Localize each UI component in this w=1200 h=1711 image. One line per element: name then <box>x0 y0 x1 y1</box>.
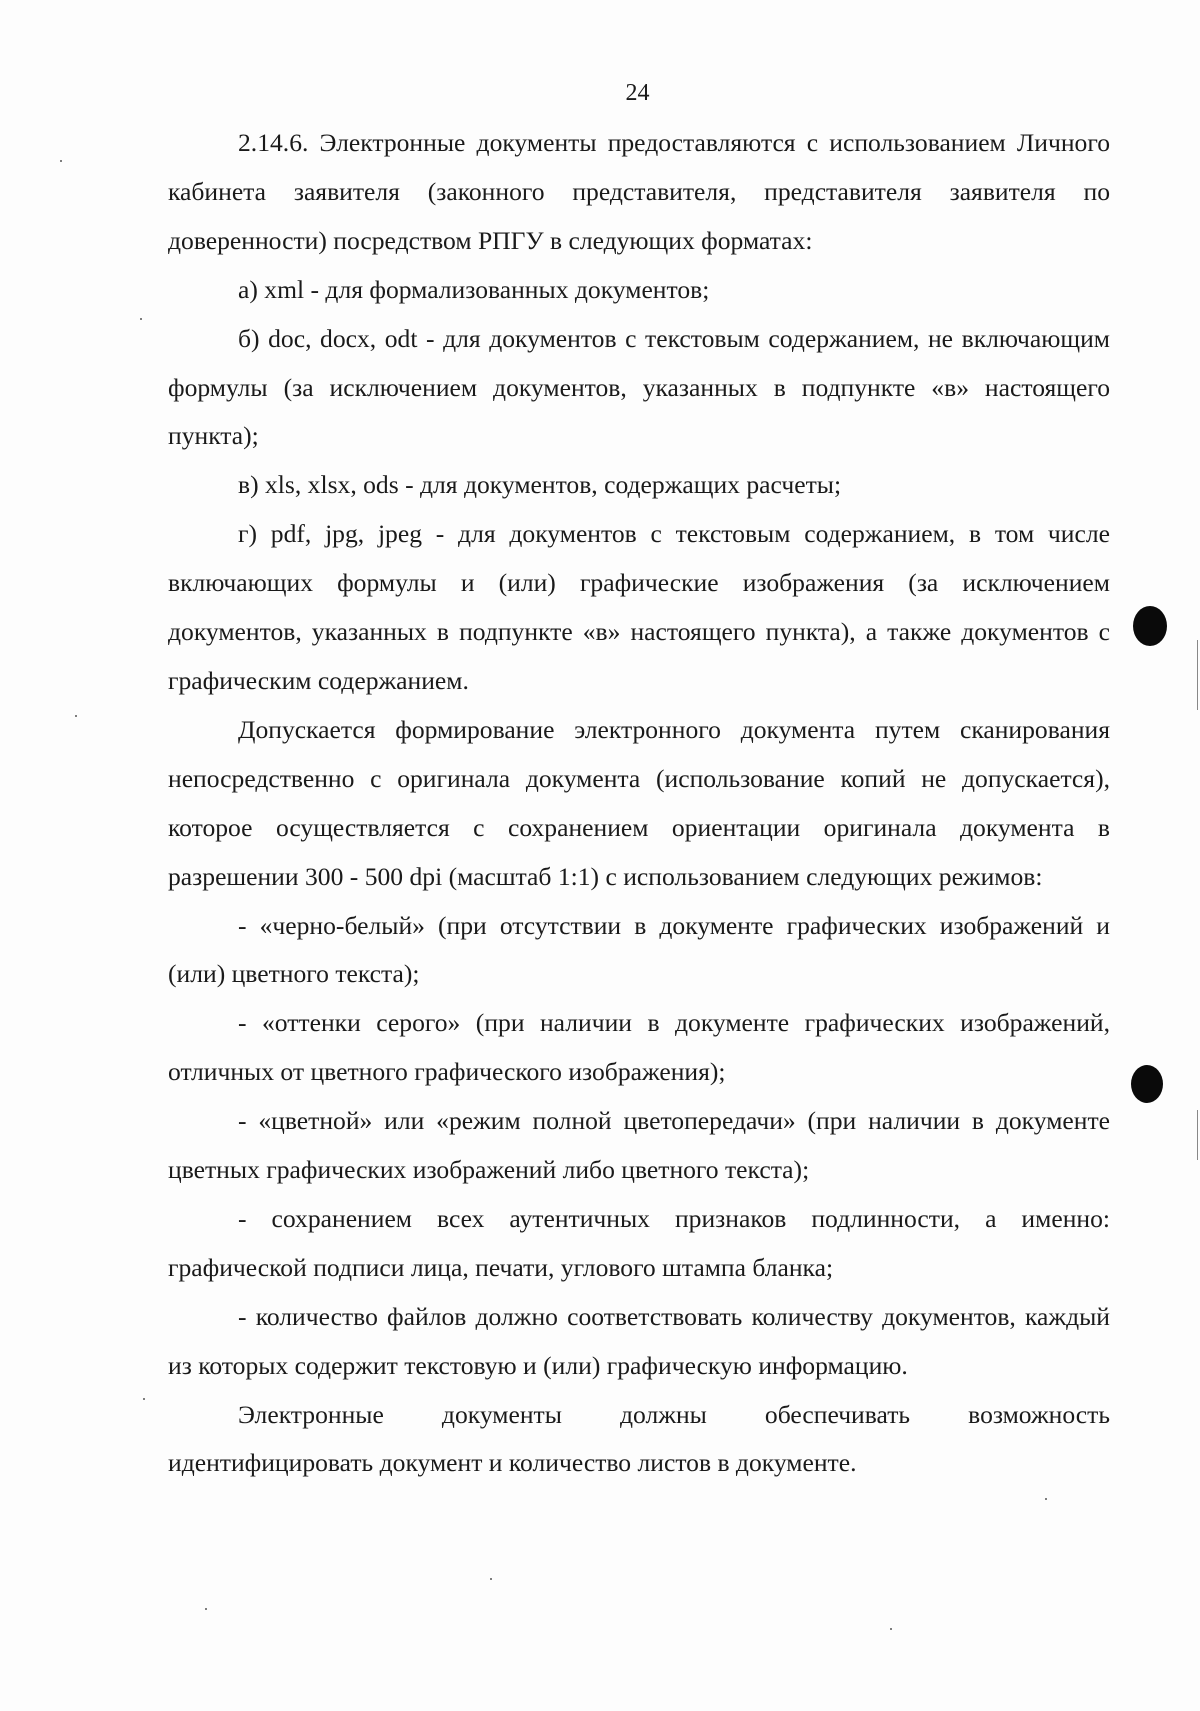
scan-punch-hole-mark <box>1133 606 1167 646</box>
scan-speck <box>143 1398 145 1400</box>
scan-punch-hole-mark <box>1131 1065 1163 1103</box>
format-item-v: в) xls, xlsx, ods - для документов, содержащих расчеты; <box>238 470 842 500</box>
format-item-b: б) doc, docx, odt - для документов с текстовым содержанием, не включающим формулы (за исключением документов, указанных в подпункте «в» настоящего пункта); <box>168 323 1110 451</box>
scan-edge-mark <box>1197 1110 1198 1160</box>
closing-paragraph: Электронные документы должны обеспечивать возможность идентифицировать документ и количество листов в документе. <box>168 1399 1110 1478</box>
scan-speck <box>75 715 77 717</box>
authenticity-item: - сохранением всех аутентичных признаков подлинности, а именно: графической подписи лица, печати, углового штампа бланка; <box>168 1203 1110 1282</box>
scan-speck <box>1045 1498 1047 1500</box>
paragraph-2-14-6: 2.14.6. Электронные документы предоставляются с использованием Личного кабинета заявителя (законного представителя, представителя заявителя по доверенности) посредством РПГУ в следующих форматах: <box>168 128 1110 255</box>
scan-speck <box>890 1628 892 1630</box>
scan-speck <box>205 1608 207 1610</box>
mode-color: - «цветной» или «режим полной цветопередачи» (при наличии в документе цветных графических изображений либо цветного текста); <box>168 1106 1110 1185</box>
file-count-item: - количество файлов должно соответствовать количеству документов, каждый из которых содержит текстовую и (или) графическую информацию. <box>168 1301 1110 1380</box>
scan-speck <box>140 318 142 320</box>
document-body <box>168 119 1110 1488</box>
format-item-g: г) pdf, jpg, jpeg - для документов с текстовым содержанием, в том числе включающих формулы и (или) графические изображения (за исключением документов, указанных в подпункте «в» настоящего пункта), а также документов с графическим содержанием. <box>168 519 1110 695</box>
mode-black-white: - «черно-белый» (при отсутствии в документе графических изображений и (или) цветного текста); <box>168 910 1110 989</box>
scan-speck <box>60 160 62 162</box>
mode-grayscale: - «оттенки серого» (при наличии в документе графических изображений, отличных от цветного графического изображения); <box>168 1008 1110 1087</box>
format-item-a: а) xml - для формализованных документов; <box>238 274 710 304</box>
scan-edge-mark <box>1197 640 1198 710</box>
scanning-paragraph: Допускается формирование электронного документа путем сканирования непосредственно с оригинала документа (использование копий не допускается), которое осуществляется с сохранением ориентации оригинала документа в разрешении 300 - 500 dpi (масштаб 1:1) с использованием следующих режимов: <box>168 714 1110 891</box>
page-number: 24 <box>625 80 650 106</box>
scan-speck <box>490 1578 492 1580</box>
